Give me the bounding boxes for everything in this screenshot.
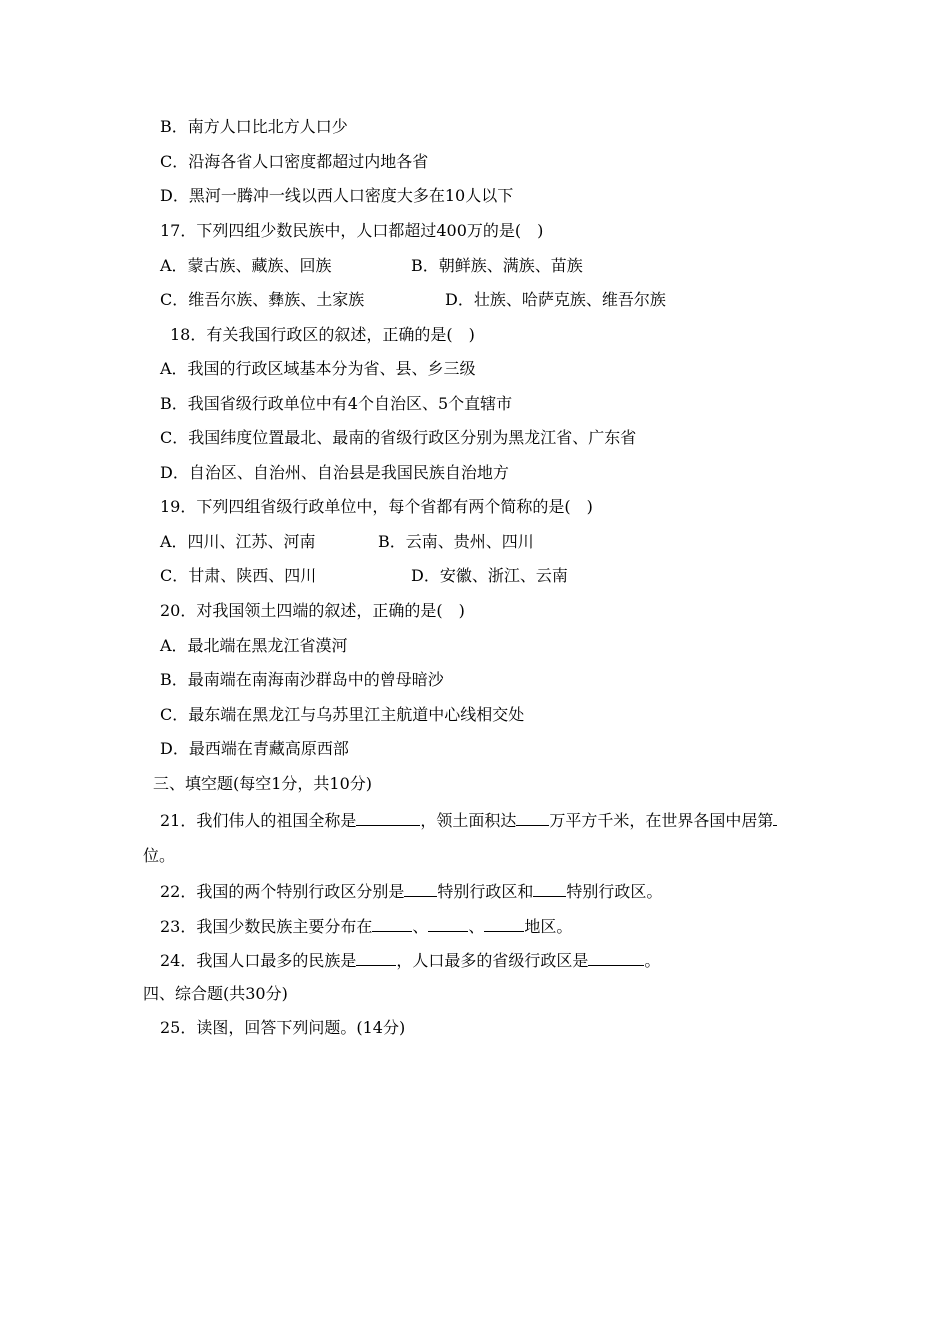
section-4-heading: 四、综合题(共30分)	[143, 984, 288, 1003]
q22-blank-2	[533, 880, 566, 897]
section-3-heading: 三、填空题(每空1分，共10分)	[153, 774, 373, 793]
q19-option-d: D．安徽、浙江、云南	[411, 566, 568, 585]
q22-text-2: 特别行政区和	[437, 882, 534, 901]
q16-option-b: B．南方人口比北方人口少	[160, 117, 348, 136]
q22-line	[160, 880, 662, 902]
q24-blank-2	[588, 949, 644, 966]
q19-option-c: C．甘肃、陕西、四川	[160, 566, 317, 585]
q17-stem: 17．下列四组少数民族中，人口都超过400万的是( )	[160, 221, 544, 240]
q23-blank-2	[428, 915, 468, 932]
q16-option-c: C．沿海各省人口密度都超过内地各省	[160, 152, 429, 171]
q21-blank-rank	[773, 809, 777, 826]
q21-blank-area	[516, 809, 549, 826]
q21-line-2: 位。	[143, 846, 176, 865]
q24-blank-1	[356, 949, 396, 966]
q24-text-3: 。	[644, 951, 661, 970]
q18-option-c: C．我国纬度位置最北、最南的省级行政区分别为黑龙江省、广东省	[160, 428, 637, 447]
q23-text-1: 23．我国少数民族主要分布在	[160, 917, 373, 936]
q21-text-1: 21．我们伟人的祖国全称是	[160, 811, 357, 830]
q22-blank-1	[404, 880, 437, 897]
q23-sep-2: 、	[468, 917, 485, 936]
q20-stem: 20．对我国领土四端的叙述，正确的是( )	[160, 601, 465, 620]
q23-blank-1	[372, 915, 412, 932]
q24-line	[160, 949, 660, 971]
q23-line	[160, 915, 572, 937]
q20-option-c: C．最东端在黑龙江与乌苏里江主航道中心线相交处	[160, 705, 525, 724]
q20-option-b: B．最南端在南海南沙群岛中的曾母暗沙	[160, 670, 444, 689]
q24-text-1: 24．我国人口最多的民族是	[160, 951, 357, 970]
q16-option-d: D．黑河一腾冲一线以西人口密度大多在10人以下	[160, 186, 514, 205]
q17-option-a: A．蒙古族、藏族、回族	[160, 256, 332, 275]
q24-text-2: ，人口最多的省级行政区是	[396, 951, 589, 970]
q23-text-2: 地区。	[524, 917, 573, 936]
q19-stem: 19．下列四组省级行政单位中，每个省都有两个简称的是( )	[160, 497, 593, 516]
q20-option-a: A．最北端在黑龙江省漠河	[160, 636, 348, 655]
q21-text-2: ，领土面积达	[420, 811, 517, 830]
q20-option-d: D．最西端在青藏高原西部	[160, 739, 349, 758]
q21-blank-country-name	[356, 809, 420, 826]
q21-text-3: 万平方千米，在世界各国中居第	[549, 811, 774, 830]
q23-blank-3	[484, 915, 524, 932]
q17-option-c: C．维吾尔族、彝族、土家族	[160, 290, 365, 309]
q19-option-b: B．云南、贵州、四川	[378, 532, 534, 551]
q22-text-3: 特别行政区。	[566, 882, 663, 901]
q18-stem: 18．有关我国行政区的叙述，正确的是( )	[170, 325, 475, 344]
q17-option-d: D．壮族、哈萨克族、维吾尔族	[445, 290, 666, 309]
q22-text-1: 22．我国的两个特别行政区分别是	[160, 882, 405, 901]
q19-option-a: A．四川、江苏、河南	[160, 532, 316, 551]
q18-option-d: D．自治区、自治州、自治县是我国民族自治地方	[160, 463, 509, 482]
q25-stem: 25．读图，回答下列问题。(14分)	[160, 1018, 406, 1037]
q23-sep-1: 、	[412, 917, 429, 936]
q18-option-b: B．我国省级行政单位中有4个自治区、5个直辖市	[160, 394, 513, 413]
q18-option-a: A．我国的行政区域基本分为省、县、乡三级	[160, 359, 476, 378]
q21-line-1	[160, 809, 777, 831]
q17-option-b: B．朝鲜族、满族、苗族	[411, 256, 583, 275]
